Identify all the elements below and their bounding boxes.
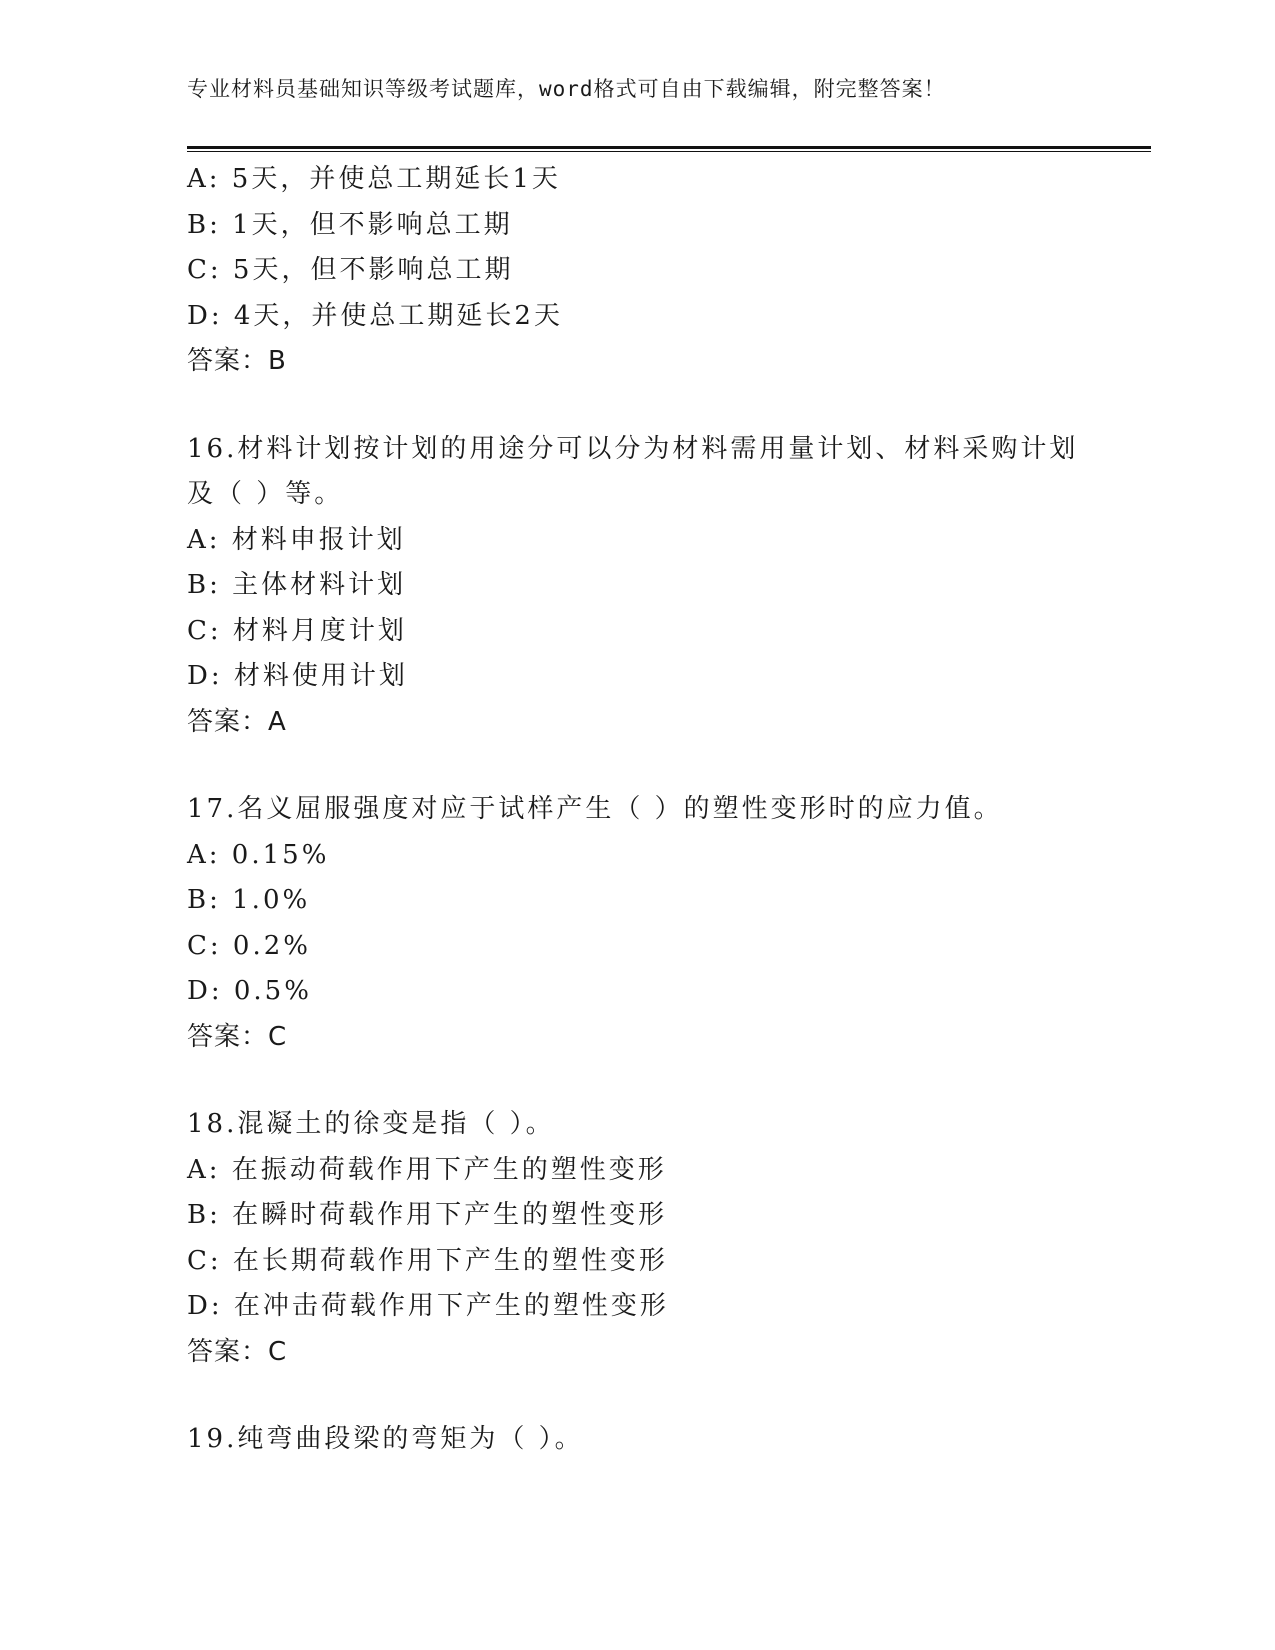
- question-18: [187, 1102, 1087, 1375]
- answer-value: C: [268, 1021, 288, 1052]
- question-stem-continued: 及（ ）等。: [187, 479, 344, 509]
- question-number: 19.: [187, 1424, 238, 1454]
- header-rule-thick: [187, 146, 1151, 149]
- option-c: C: 在长期荷载作用下产生的塑性变形: [187, 1245, 668, 1276]
- question-stem: [187, 427, 1087, 473]
- answer-value: C: [268, 1336, 288, 1367]
- answer-label: 答案：: [187, 1336, 269, 1367]
- question-number: 16.: [187, 433, 238, 464]
- answer-line: [187, 700, 1087, 746]
- question-content: [187, 157, 1087, 1463]
- option-c: C: 0.2%: [187, 930, 311, 961]
- answer-line: [187, 339, 1087, 385]
- option-d: D: 材料使用计划: [187, 661, 408, 691]
- question-stem: [187, 787, 1087, 833]
- option-b: B: 1天，但不影响总工期: [187, 209, 513, 240]
- answer-value: A: [268, 706, 287, 737]
- question-stem-text: 混凝土的徐变是指（ ）。: [237, 1109, 555, 1139]
- question-stem-text: 名义屈服强度对应于试样产生（ ）的塑性变形时的应力值。: [237, 794, 1003, 824]
- option-a: A: 在振动荷载作用下产生的塑性变形: [187, 1154, 667, 1185]
- option-c: C: 5天，但不影响总工期: [187, 255, 514, 285]
- answer-line: [187, 1015, 1087, 1061]
- option-d: D: 0.5%: [187, 976, 312, 1006]
- question-stem: [187, 1417, 1087, 1463]
- question-stem-text: 材料计划按计划的用途分可以分为材料需用量计划、材料采购计划: [237, 433, 1079, 464]
- option-b: B: 1.0%: [187, 885, 311, 915]
- option-c: C: 材料月度计划: [187, 615, 407, 646]
- answer-value: B: [268, 346, 287, 376]
- header-rule-thin: [187, 151, 1151, 152]
- option-a: A: 材料申报计划: [187, 524, 406, 555]
- option-a: A: 5天，并使总工期延长1天: [187, 164, 561, 194]
- answer-label: 答案：: [187, 346, 269, 376]
- option-b: B: 在瞬时荷载作用下产生的塑性变形: [187, 1200, 668, 1230]
- answer-line: [187, 1330, 1087, 1376]
- question-number: 18.: [187, 1109, 238, 1139]
- option-d: D: 在冲击荷载作用下产生的塑性变形: [187, 1291, 669, 1321]
- page-header: 专业材料员基础知识等级考试题库，word格式可自由下载编辑，附完整答案！: [187, 77, 946, 101]
- option-a: A: 0.15%: [187, 839, 330, 870]
- answer-label: 答案：: [187, 706, 269, 737]
- question-stem: [187, 1102, 1087, 1148]
- question-number: 17.: [187, 794, 238, 824]
- question-19: [187, 1417, 1087, 1463]
- question-17: [187, 787, 1087, 1060]
- answer-label: 答案：: [187, 1021, 269, 1052]
- option-b: B: 主体材料计划: [187, 570, 407, 600]
- question-stem-text: 纯弯曲段梁的弯矩为（ ）。: [237, 1424, 584, 1454]
- carryover-block: [187, 157, 1087, 385]
- question-16: [187, 427, 1087, 746]
- option-d: D: 4天，并使总工期延长2天: [187, 300, 563, 331]
